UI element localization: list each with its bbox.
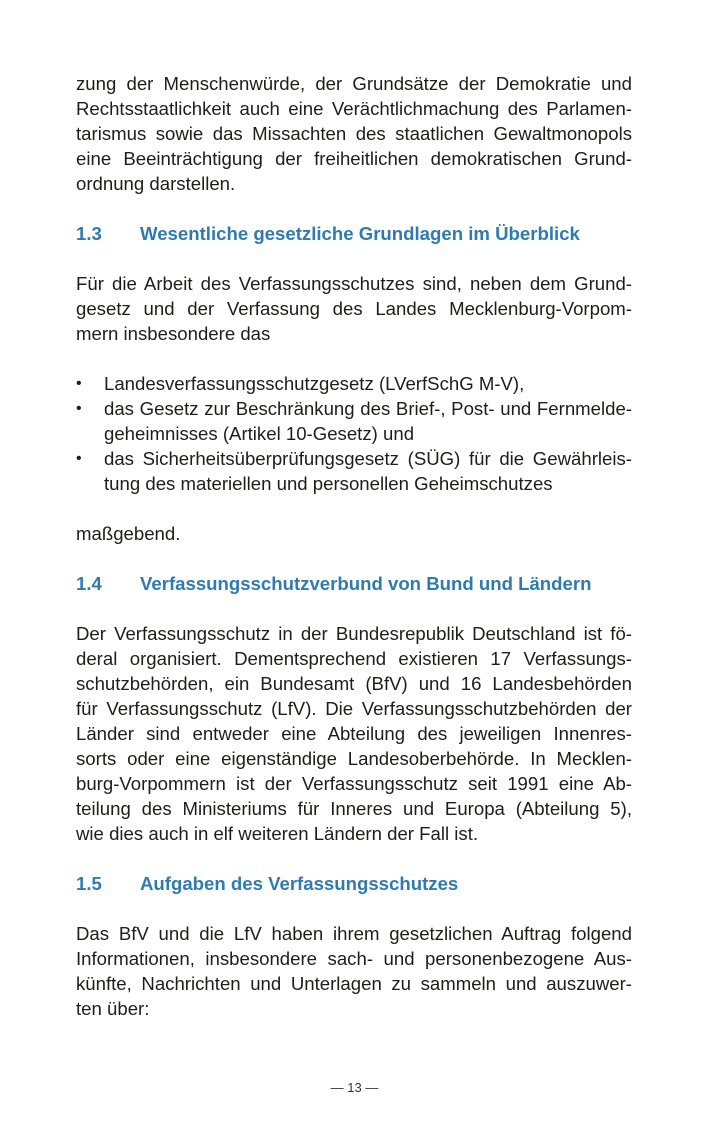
text-line: Für die Arbeit des Verfassungsschutzes sind, neben dem Grund- <box>76 273 632 294</box>
list-item <box>76 396 632 446</box>
section-title: Wesentliche gesetzliche Grundlagen im Überblick <box>140 223 580 244</box>
bullet-icon: • <box>76 450 82 467</box>
text-line: tung des materiellen und personellen Geheimschutzes <box>104 473 553 494</box>
section-1-4-paragraph <box>76 621 632 846</box>
text-line: eine Beeinträchtigung der freiheitlichen demokratischen Grund- <box>76 148 632 169</box>
section-number: 1.5 <box>76 873 102 894</box>
text-line: zung der Menschenwürde, der Grundsätze der Demokratie und <box>76 73 632 94</box>
law-list <box>76 371 632 496</box>
list-item <box>76 371 632 396</box>
section-heading-1-3 <box>76 221 632 246</box>
section-1-3-paragraph <box>76 271 632 346</box>
text-line: Das BfV und die LfV haben ihrem gesetzlichen Auftrag folgend <box>76 923 632 944</box>
text-line: künfte, Nachrichten und Unterlagen zu sammeln und auszuwer- <box>76 973 632 994</box>
section-heading-1-5 <box>76 871 632 896</box>
bullet-icon: • <box>76 400 82 417</box>
text-line: für Verfassungsschutz (LfV). Die Verfassungsschutzbehörden der <box>76 698 632 719</box>
section-1-3-closing <box>76 521 632 546</box>
text-line: Rechtsstaatlichkeit auch eine Verächtlichmachung des Parlamen- <box>76 98 632 119</box>
section-number: 1.3 <box>76 223 102 244</box>
section-title: Verfassungsschutzverbund von Bund und Ländern <box>140 573 592 594</box>
text-line: deral organisiert. Dementsprechend existieren 17 Verfassungs- <box>76 648 632 669</box>
text-line: gesetz und der Verfassung des Landes Mecklenburg-Vorpom- <box>76 298 632 319</box>
text-line: ten über: <box>76 998 150 1019</box>
section-title: Aufgaben des Verfassungsschutzes <box>140 873 459 894</box>
text-line: burg-Vorpommern ist der Verfassungsschutz seit 1991 eine Ab- <box>76 773 632 794</box>
text-line: tarismus sowie das Missachten des staatlichen Gewaltmonopols <box>76 123 632 144</box>
text-line: Länder sind entweder eine Abteilung des jeweiligen Innenres- <box>76 723 632 744</box>
text-line: wie dies auch in elf weiteren Ländern der Fall ist. <box>76 823 479 844</box>
intro-paragraph <box>76 71 632 196</box>
text-line: schutzbehörden, ein Bundesamt (BfV) und 16 Landesbehörden <box>76 673 632 694</box>
text-line: mern insbesondere das <box>76 323 271 344</box>
text-line: Der Verfassungsschutz in der Bundesrepublik Deutschland ist fö- <box>76 623 632 644</box>
text-line: ordnung darstellen. <box>76 173 236 194</box>
list-item <box>76 446 632 496</box>
text-line: das Gesetz zur Beschränkung des Brief-, Post- und Fernmelde- <box>104 398 632 419</box>
text-line: sorts oder eine eigenständige Landesoberbehörde. In Mecklen- <box>76 748 632 769</box>
text-line: geheimnisses (Artikel 10-Gesetz) und <box>104 423 415 444</box>
section-1-5-paragraph <box>76 921 632 1021</box>
text-line: Landesverfassungsschutzgesetz (LVerfSchG M-V), <box>104 373 525 394</box>
section-number: 1.4 <box>76 573 102 594</box>
section-heading-1-4 <box>76 571 632 596</box>
page-number: — 13 — <box>330 1080 379 1095</box>
text-line: Informationen, insbesondere sach- und personenbezogene Aus- <box>76 948 632 969</box>
bullet-icon: • <box>76 375 82 392</box>
page-body <box>76 71 632 1021</box>
text-line: teilung des Ministeriums für Inneres und Europa (Abteilung 5), <box>76 798 632 819</box>
text-line: maßgebend. <box>76 523 181 544</box>
text-line: das Sicherheitsüberprüfungsgesetz (SÜG) für die Gewährleis- <box>104 448 632 469</box>
